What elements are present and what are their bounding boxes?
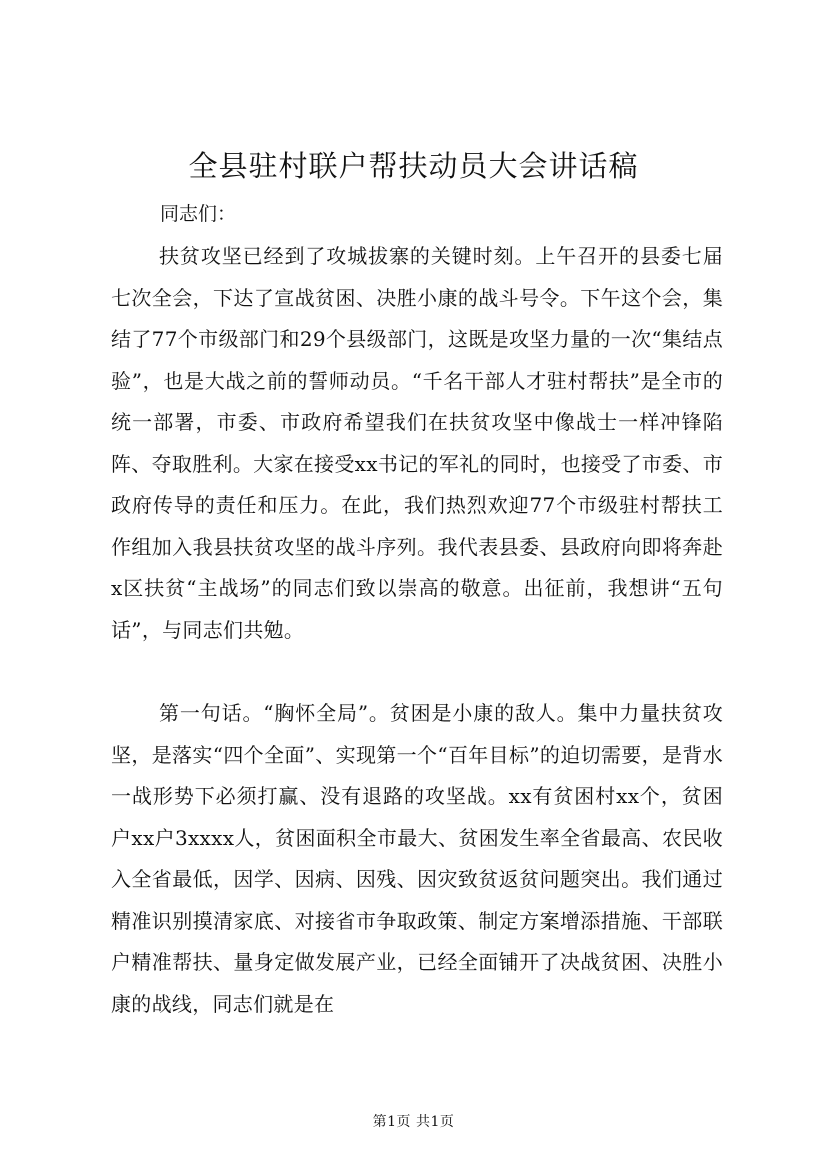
document-title: 全县驻村联户帮扶动员大会讲话稿 <box>188 149 639 183</box>
salutation: 同志们： <box>160 203 237 225</box>
paragraph-2: 第一句话。“胸怀全局”。贫困是小康的敌人。集中力量扶贫攻坚，是落实“四个全面”、实现第一个“百年目标”的迫切需要，是背水一战形势下必须打赢、没有退路的攻坚战。xx有贫困村xx个，贫困户xx户3xxxx人，贫困面积全市最大、贫困发生率全省最高、农民收入全省最低，因学、因病、因残、因灾致贫返贫问题突出。我们通过精准识别摸清家底、对接省市争取政策、制定方案增添措施、干部联户精准帮扶、量身定做发展产业，已经全面铺开了决战贫困、决胜小康的战线，同志们就是在 <box>111 701 723 1016</box>
page-footer: 第1页 共1页 <box>372 1114 455 1130</box>
paragraph-1: 扶贫攻坚已经到了攻城拔寨的关键时刻。上午召开的县委七届七次全会，下达了宣战贫困、决胜小康的战斗号令。下午这个会，集结了77个市级部门和29个县级部门，这既是攻坚力量的一次“集结点验”，也是大战之前的誓师动员。“千名干部人才驻村帮扶”是全市的统一部署，市委、市政府希望我们在扶贫攻坚中像战士一样冲锋陷阵、夺取胜利。大家在接受xx书记的军礼的同时，也接受了市委、市政府传导的责任和压力。在此，我们热烈欢迎77个市级驻村帮扶工作组加入我县扶贫攻坚的战斗序列。我代表县委、县政府向即将奔赴x区扶贫“主战场”的同志们致以崇高的敬意。出征前，我想讲“五句话”，与同志们共勉。 <box>111 244 723 642</box>
